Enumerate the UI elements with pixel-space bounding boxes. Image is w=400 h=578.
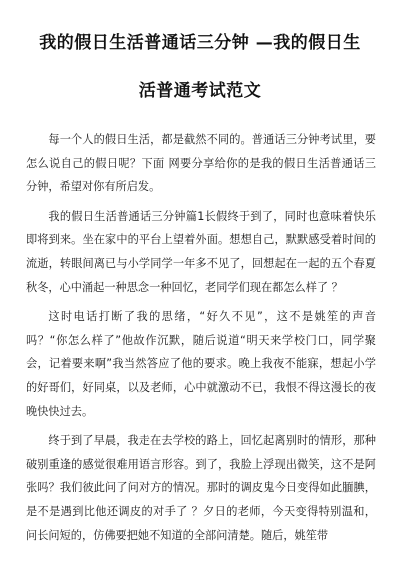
paragraph-1: 我的假日生活普通话三分钟篇1长假终于到了，同时也意味着快乐即将到来。坐在家中的平台上望着外面。想想自己，默默感受着时间的流逝，转眼间离已与小学同学一年多不见了，回想起在一起的五个春夏秋冬，心中涌起一种思念一种回忆，老同学们现在都怎么样了 ？ <box>26 209 376 294</box>
document-body <box>26 128 376 553</box>
document-title-line-2: 活普通考试范文 <box>138 81 262 101</box>
document-title-line-1: 我的假日生活普通话三分钟 —我的假日生 <box>39 33 361 53</box>
paragraph-3: 终于到了早晨，我走在去学校的路上，回忆起离别时的情形，那种破别重逢的感觉很难用语言形容。到了，我脸上浮现出微笑，这不是阿张吗？我们彼此问了问对方的情况。那时的调皮鬼今日变得如此腼腆，是不是遇到比他还调皮的对手了 ？夕日的老师，今天变得特别温和，问长问短的，仿佛要把她不知道的全部问清楚。随后，姚笙带 <box>26 434 376 542</box>
paragraph-2: 这时电话打断了我的思绪，“好久不见”，这不是姚笙的声音吗？“你怎么样了”他故作沉默，随后说道“明天来学校门口，同学聚会，记着要来啊”我当然答应了他的要求。晚上我夜不能寐，想起小学的好哥们，好同桌，以及老师，心中就激动不已，我恨不得这漫长的夜晚快快过去。 <box>26 310 376 418</box>
paragraph-intro: 每一个人的假日生活，都是截然不同的。普通话三分钟考试里，要怎么说自己的假日呢？下面 网要分享给你的是我的假日生活普通话三分钟，希望对你有所启发。 <box>26 133 376 194</box>
